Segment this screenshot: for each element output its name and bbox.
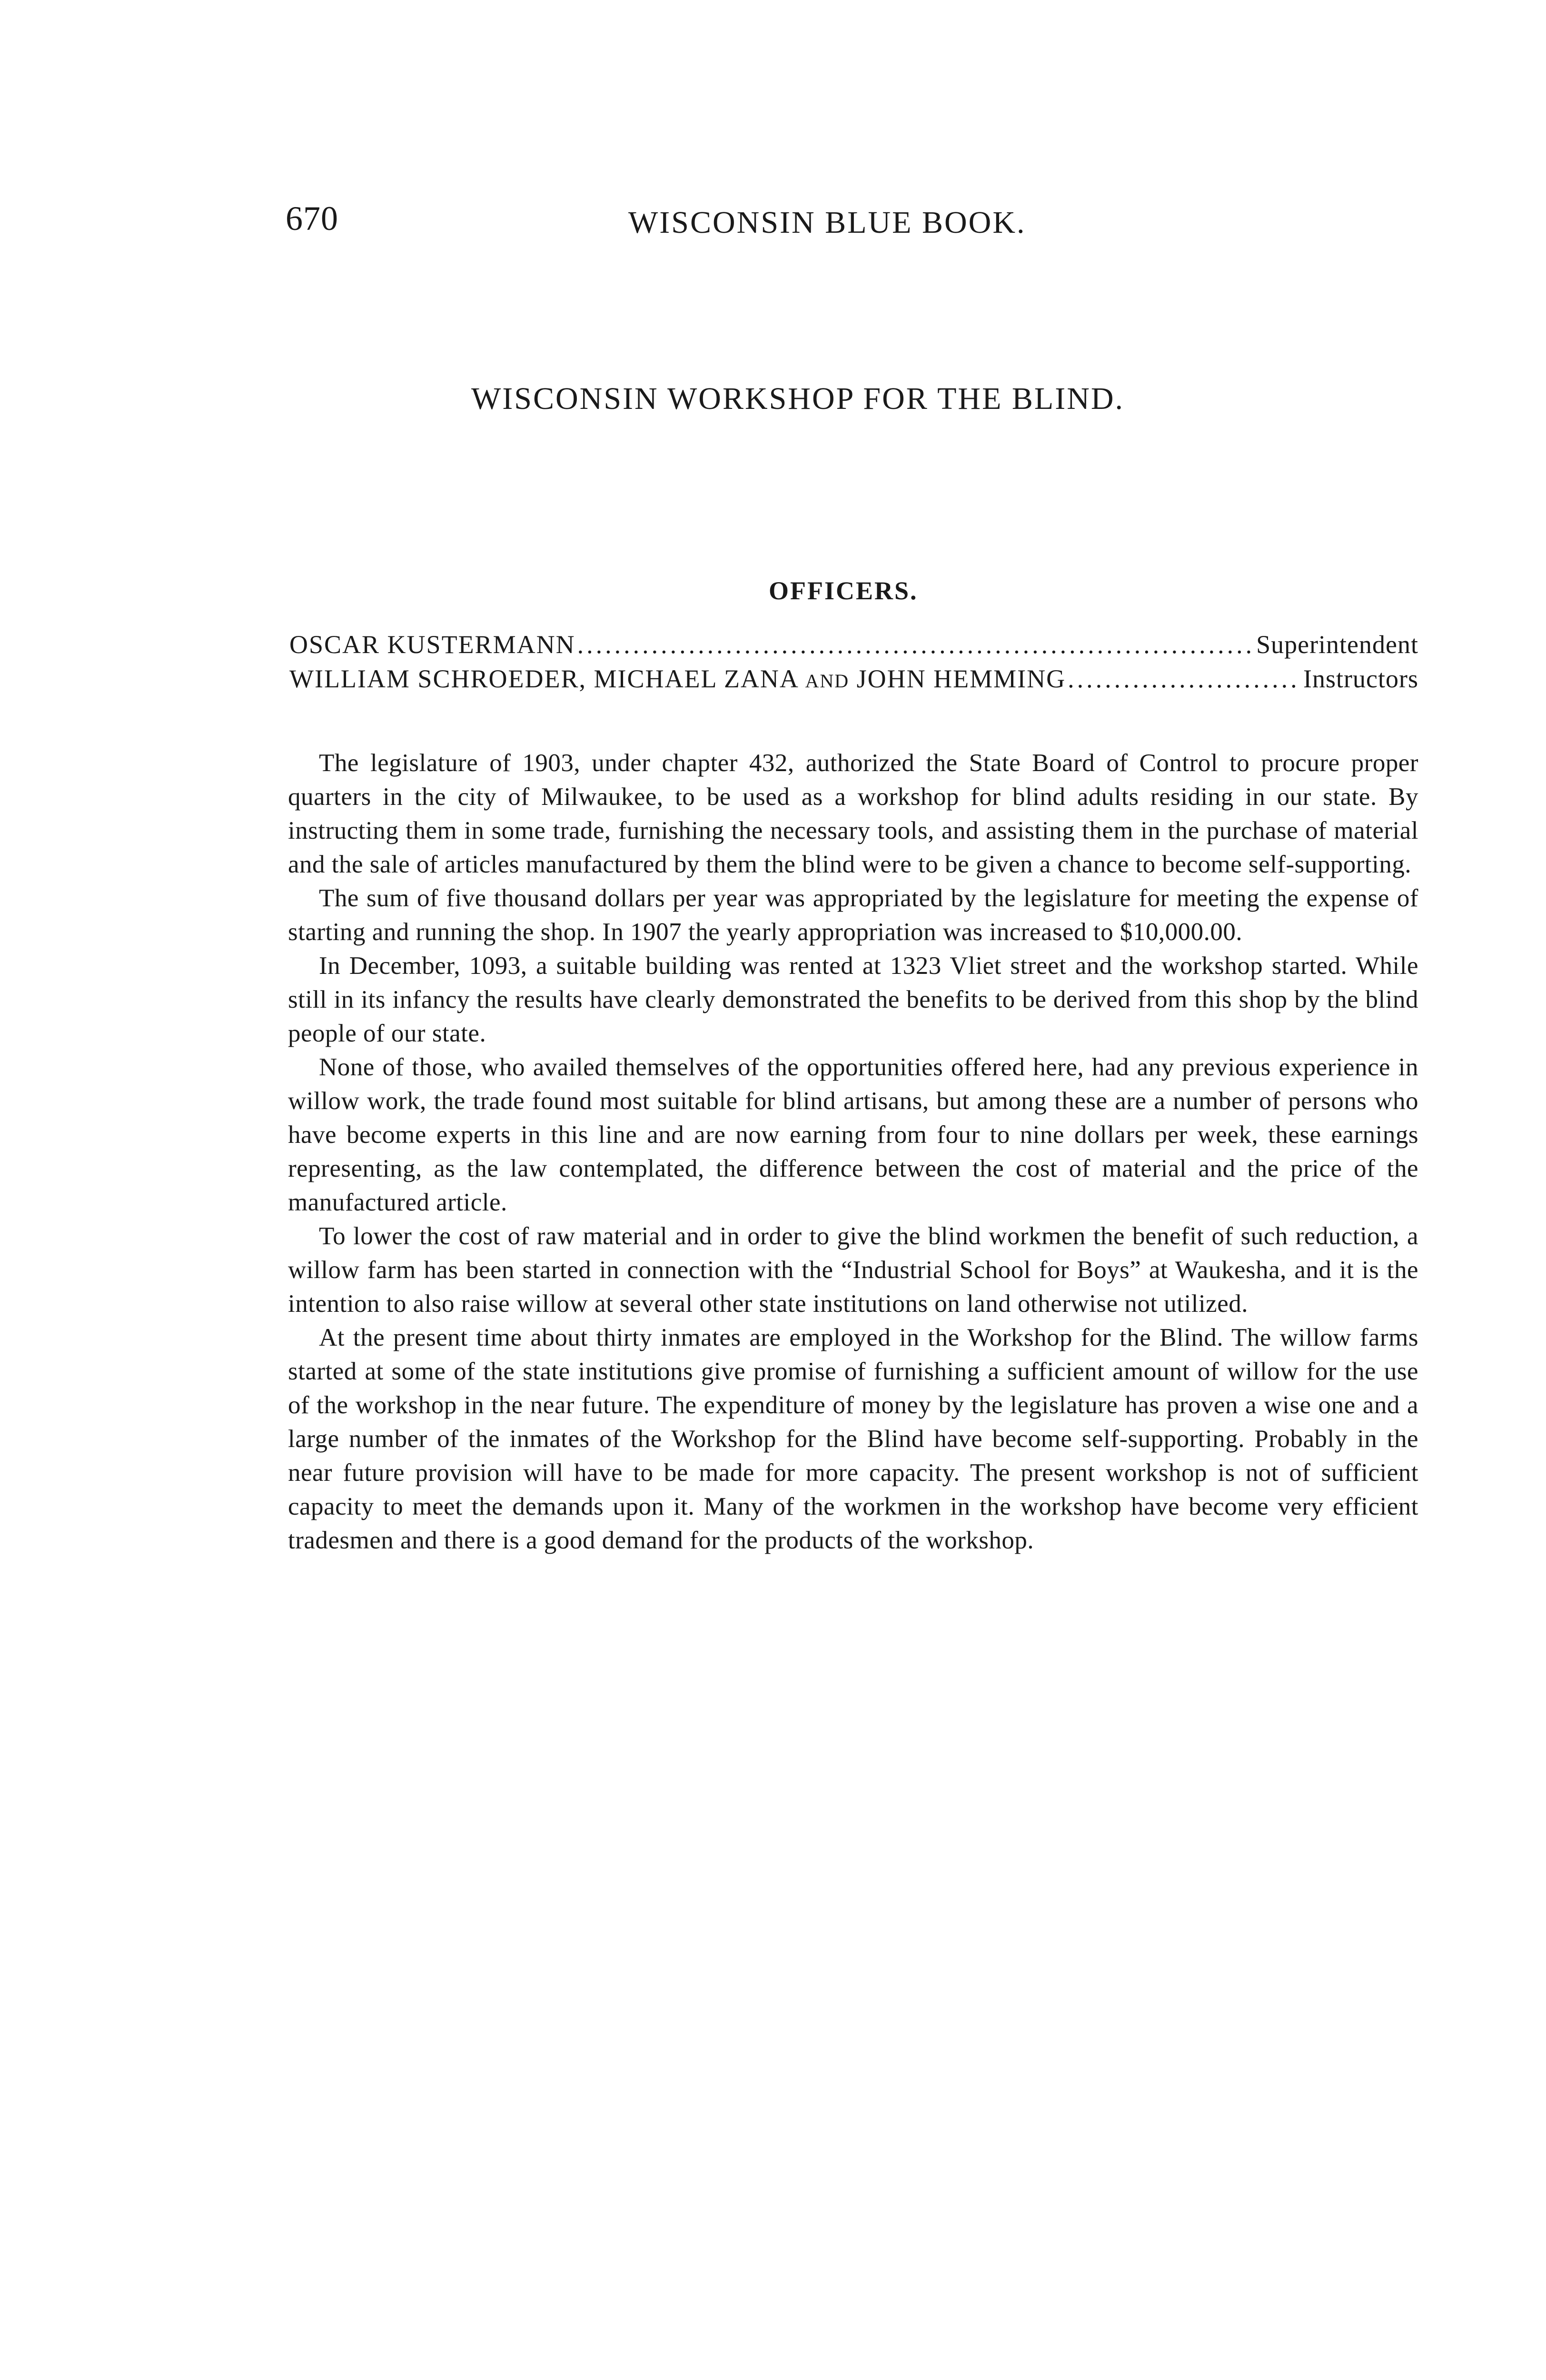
body-paragraph: The sum of five thousand dollars per year was appropriated by the legislature for meeting the expense of starting and running the shop. In 1907 the yearly appropriation was increased to $10,000.00. <box>288 884 1418 946</box>
article-body <box>288 746 1418 1557</box>
body-paragraph: The legislature of 1903, under chapter 432, authorized the State Board of Control to procure proper quarters in the city of Milwaukee, to be used as a workshop for blind adults residing in our state. By instructing them in some trade, furnishing the necessary tools, and assisting them in the purchase of material and the sale of articles manufactured by them the blind were to be given a chance to become self-supporting. <box>288 749 1418 878</box>
running-title: WISCONSIN BLUE BOOK. <box>628 205 1026 240</box>
officer-title: Instructors <box>1303 664 1418 693</box>
body-paragraph: To lower the cost of raw material and in order to give the blind workmen the benefit of such reduction, a willow farm has been started in connection with the “Industrial School for Boys” at Waukesha, and it is the intention to also raise willow at several other state institutions on land otherwise not utilized. <box>288 1222 1418 1318</box>
body-paragraph: In December, 1093, a suitable building was rented at 1323 Vliet street and the workshop started. While still in its infancy the results have clearly demonstrated the benefits to be derived from this shop by the blind people of our state. <box>288 952 1418 1047</box>
officer-names-part: JOHN HEMMING <box>849 664 1066 693</box>
officer-names <box>289 662 1066 698</box>
officer-row <box>289 662 1418 698</box>
body-paragraph: None of those, who availed themselves of the opportunities offered here, had any previous experience in willow work, the trade found most suitable for blind artisans, but among these are a number of persons who have become experts in this line and are now earning from four to nine dollars per week, these earnings representing, as the law contemplated, the difference between the cost of material and the price of the manufactured article. <box>288 1053 1418 1216</box>
page-number: 670 <box>286 199 338 238</box>
dot-leader <box>577 627 1254 662</box>
body-paragraph: At the present time about thirty inmates are employed in the Workshop for the Blind. The willow farms started at some of the state institutions give promise of furnishing a sufficient amount of willow for the use of the workshop in the near future. The expenditure of money by the legislature has proven a wise one and a large number of the inmates of the Workshop for the Blind have become self-supporting. Probably in the near future provision will have to be made for more capacity. The present workshop is not of sufficient capacity to meet the demands upon it. Many of the workmen in the workshop have become very efficient tradesmen and there is a good demand for the products of the workshop. <box>288 1324 1418 1554</box>
officer-names-conjunction: AND <box>805 670 850 692</box>
officer-title: Superintendent <box>1256 630 1418 659</box>
officer-names-part: WILLIAM SCHROEDER, MICHAEL ZANA <box>289 664 805 693</box>
officer-row <box>289 627 1418 662</box>
officer-names: OSCAR KUSTERMANN <box>289 630 575 659</box>
section-heading: OFFICERS. <box>769 576 918 605</box>
article-title: WISCONSIN WORKSHOP FOR THE BLIND. <box>471 381 1125 416</box>
dot-leader <box>1068 662 1301 696</box>
officers-list <box>289 627 1418 698</box>
